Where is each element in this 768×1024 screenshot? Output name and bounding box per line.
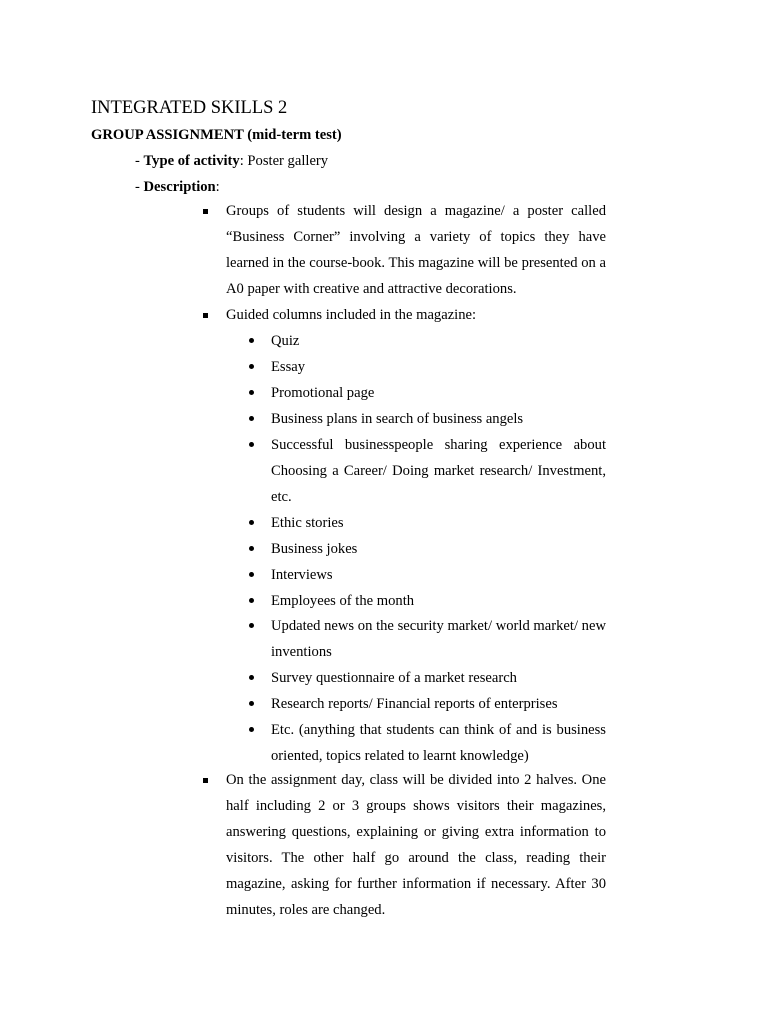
point-text: Guided columns included in the magazine:: [226, 307, 477, 323]
list-item: Research reports/ Financial reports of enterprises: [271, 692, 606, 718]
round-bullet-icon: [249, 416, 254, 421]
type-of-activity-line: [135, 151, 328, 171]
point-assignment-day: [226, 768, 606, 924]
round-bullet-icon: [249, 338, 254, 343]
square-bullet-icon: [203, 778, 208, 783]
list-item: Successful businesspeople sharing experience about Choosing a Career/ Doing market research/ Investment, etc.: [271, 433, 606, 511]
point-text: Groups of students will design a magazine/ a poster called “Business Corner” involving a variety of topics they have learned in the course-book. This magazine will be presented on a A0 paper with creative and attractive decorations.: [226, 203, 606, 297]
point-text: On the assignment day, class will be divided into 2 halves. One half including 2 or 3 groups shows visitors their magazines, answering questions, explaining or giving extra information to visitors. The other half go around the class, reading their magazine, asking for further information if necessary. After 30 minutes, roles are changed.: [226, 772, 606, 918]
list-item: Updated news on the security market/ world market/ new inventions: [271, 614, 606, 666]
round-bullet-icon: [249, 364, 254, 369]
list-item: Essay: [271, 355, 606, 381]
point-guided-columns: [226, 303, 606, 329]
round-bullet-icon: [249, 675, 254, 680]
round-bullet-icon: [249, 520, 254, 525]
list-item: Survey questionnaire of a market research: [271, 666, 606, 692]
round-bullet-icon: [249, 598, 254, 603]
list-item: Ethic stories: [271, 511, 606, 537]
type-of-activity-label: Type of activity: [143, 153, 240, 169]
description-line: [135, 177, 220, 197]
round-bullet-icon: [249, 442, 254, 447]
document-subtitle: GROUP ASSIGNMENT (mid-term test): [91, 127, 342, 143]
round-bullet-icon: [249, 572, 254, 577]
dash-marker: -: [135, 153, 144, 169]
type-of-activity-value: Poster gallery: [247, 153, 329, 169]
round-bullet-icon: [249, 390, 254, 395]
list-item: Employees of the month: [271, 589, 606, 615]
round-bullet-icon: [249, 701, 254, 706]
round-bullet-icon: [249, 623, 254, 628]
square-bullet-icon: [203, 313, 208, 318]
dash-marker: -: [135, 179, 144, 195]
description-label: Description: [143, 179, 216, 195]
guided-columns-list: [271, 329, 606, 770]
list-item: Business plans in search of business angels: [271, 407, 606, 433]
square-bullet-icon: [203, 209, 208, 214]
separator: :: [239, 153, 248, 169]
round-bullet-icon: [249, 546, 254, 551]
document-title: INTEGRATED SKILLS 2: [91, 98, 288, 118]
list-item: Interviews: [271, 563, 606, 589]
list-item: Etc. (anything that students can think of and is business oriented, topics related to learnt knowledge): [271, 718, 606, 770]
list-item: Promotional page: [271, 381, 606, 407]
point-design-magazine: [226, 199, 606, 303]
list-item: Quiz: [271, 329, 606, 355]
list-item: Business jokes: [271, 537, 606, 563]
round-bullet-icon: [249, 727, 254, 732]
separator: :: [215, 179, 220, 195]
